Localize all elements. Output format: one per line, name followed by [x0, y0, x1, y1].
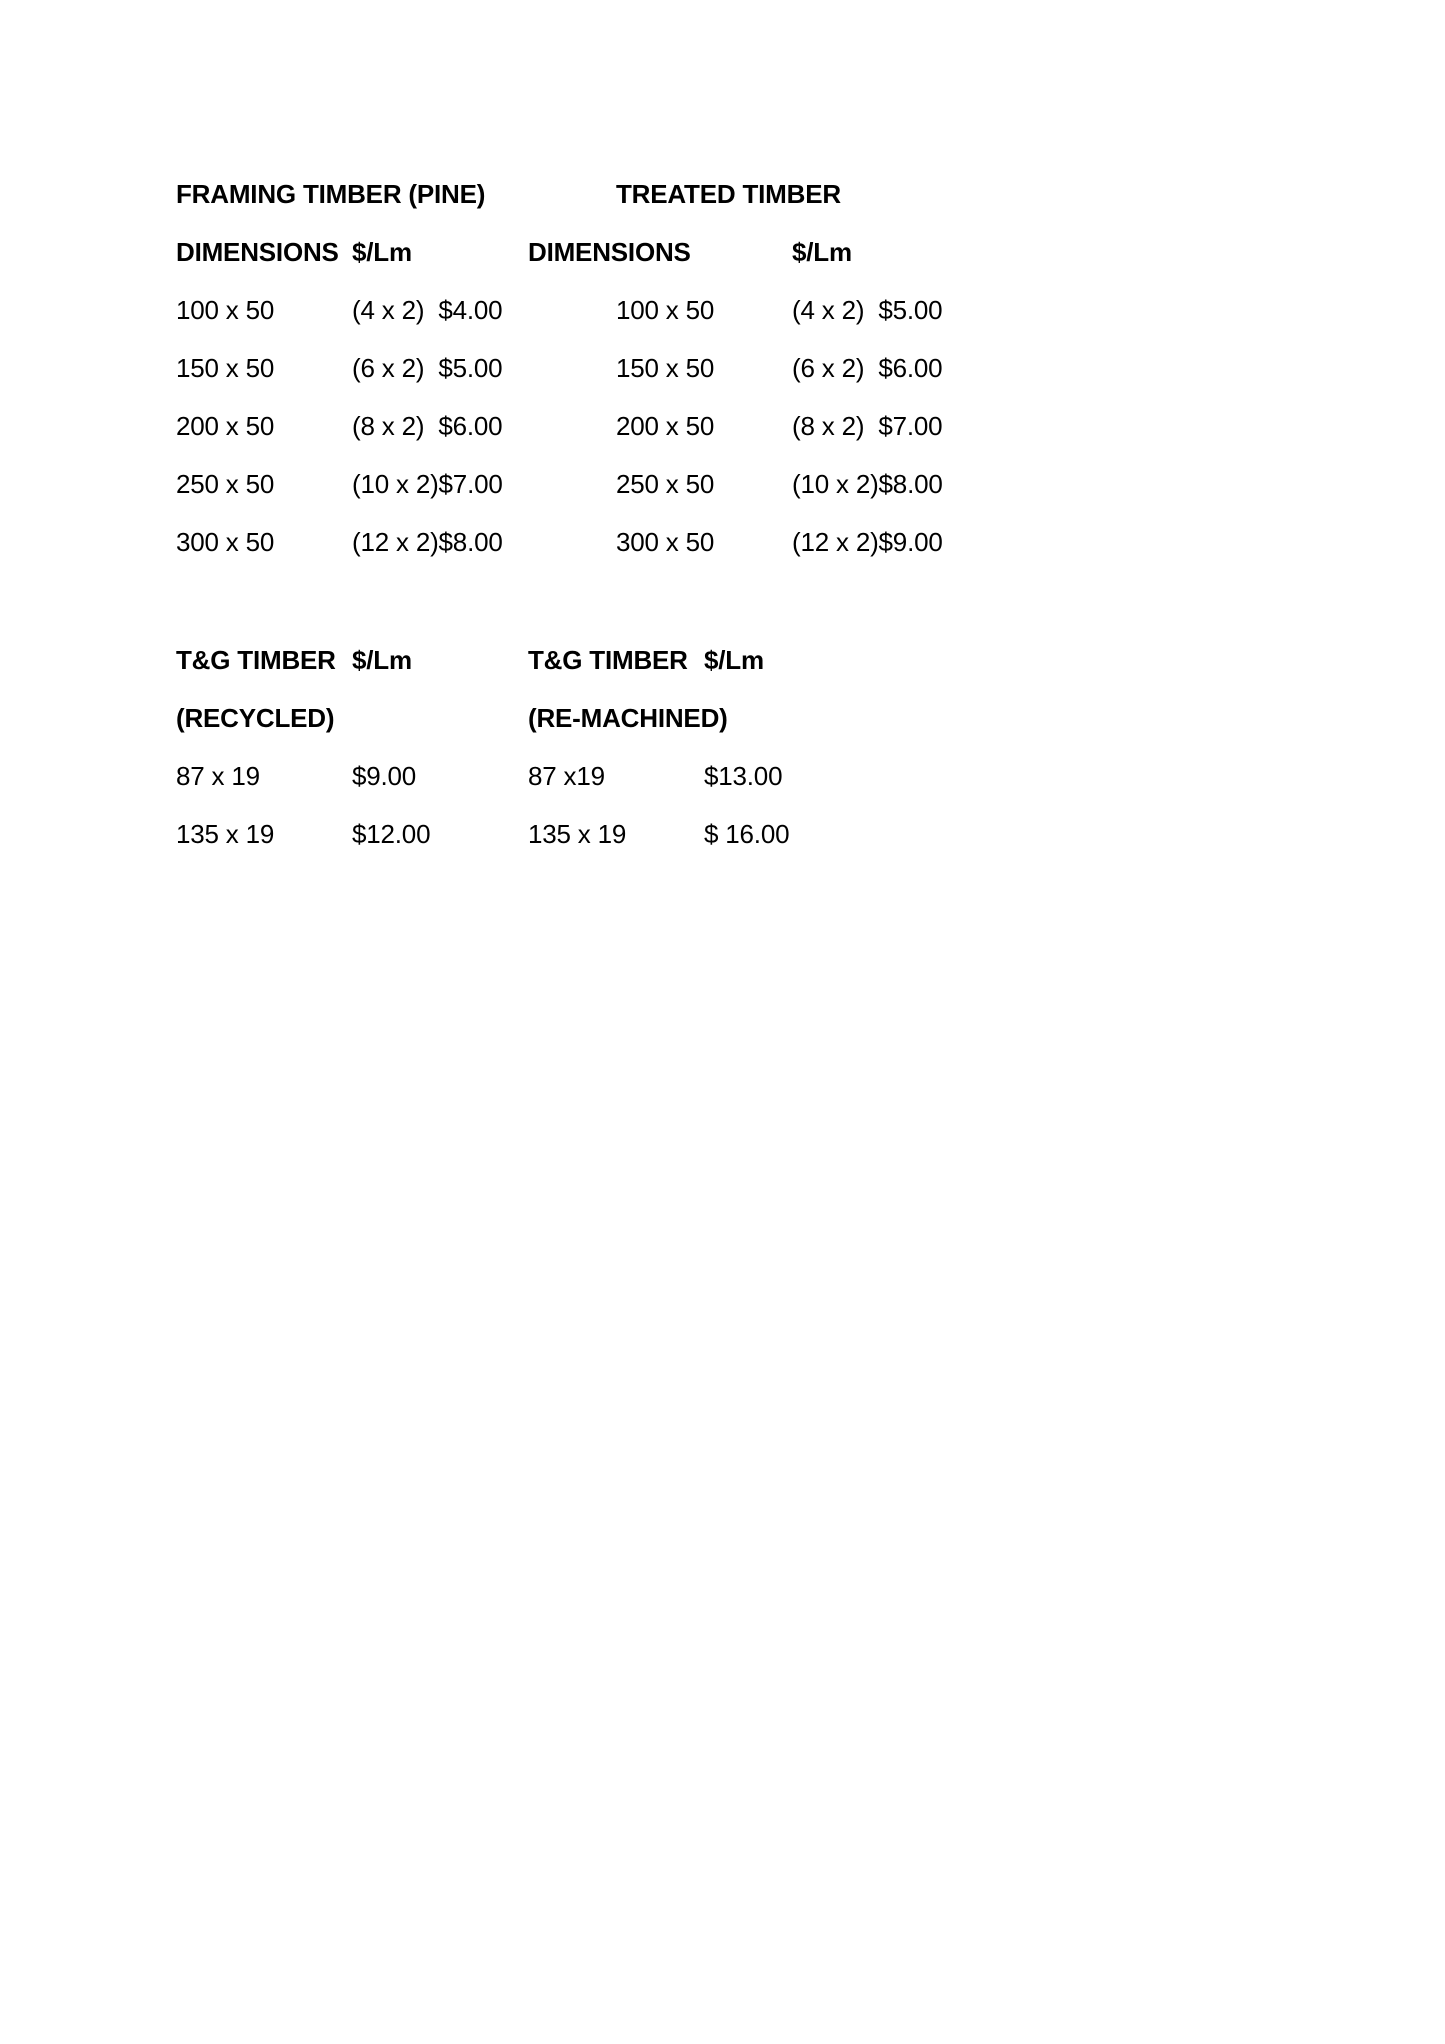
treated-row-price: (8 x 2) $7.00: [792, 411, 943, 441]
treated-row-dimensions: 150 x 50: [616, 353, 715, 383]
tg-remachined-subtitle: (RE-MACHINED): [528, 703, 728, 733]
treated-price-header: $/Lm: [792, 237, 852, 267]
framing-row-dimensions: 300 x 50: [176, 527, 275, 557]
tg-recycled-title: T&G TIMBER: [176, 645, 336, 675]
framing-row-price: (6 x 2) $5.00: [352, 353, 503, 383]
tg-recycled-subtitle: (RECYCLED): [176, 703, 335, 733]
tg-remachined-title: T&G TIMBER: [528, 645, 688, 675]
framing-timber-title: FRAMING TIMBER (PINE): [176, 179, 486, 209]
treated-dimensions-header: DIMENSIONS: [528, 237, 691, 267]
tg-recycled-price-header: $/Lm: [352, 645, 412, 675]
treated-row-price: (12 x 2)$9.00: [792, 527, 943, 557]
treated-row-dimensions: 200 x 50: [616, 411, 715, 441]
treated-row-price: (4 x 2) $5.00: [792, 295, 943, 325]
treated-row-dimensions: 300 x 50: [616, 527, 715, 557]
tg-recycled-row-dimensions: 135 x 19: [176, 819, 275, 849]
framing-row-price: (8 x 2) $6.00: [352, 411, 503, 441]
treated-row-price: (6 x 2) $6.00: [792, 353, 943, 383]
treated-row-price: (10 x 2)$8.00: [792, 469, 943, 499]
framing-row-price: (4 x 2) $4.00: [352, 295, 503, 325]
framing-row-price: (12 x 2)$8.00: [352, 527, 503, 557]
framing-row-dimensions: 100 x 50: [176, 295, 275, 325]
tg-remachined-row-price: $13.00: [704, 761, 783, 791]
tg-recycled-row-price: $9.00: [352, 761, 417, 791]
treated-row-dimensions: 100 x 50: [616, 295, 715, 325]
tg-recycled-row-price: $12.00: [352, 819, 431, 849]
tg-remachined-row-dimensions: 135 x 19: [528, 819, 627, 849]
tg-remachined-price-header: $/Lm: [704, 645, 764, 675]
framing-row-dimensions: 200 x 50: [176, 411, 275, 441]
framing-price-header: $/Lm: [352, 237, 412, 267]
tg-recycled-row-dimensions: 87 x 19: [176, 761, 260, 791]
framing-dimensions-header: DIMENSIONS: [176, 237, 339, 267]
tg-remachined-row-price: $ 16.00: [704, 819, 790, 849]
treated-timber-title: TREATED TIMBER: [616, 179, 841, 209]
framing-row-dimensions: 250 x 50: [176, 469, 275, 499]
tg-remachined-row-dimensions: 87 x19: [528, 761, 605, 791]
framing-row-dimensions: 150 x 50: [176, 353, 275, 383]
framing-row-price: (10 x 2)$7.00: [352, 469, 503, 499]
treated-row-dimensions: 250 x 50: [616, 469, 715, 499]
